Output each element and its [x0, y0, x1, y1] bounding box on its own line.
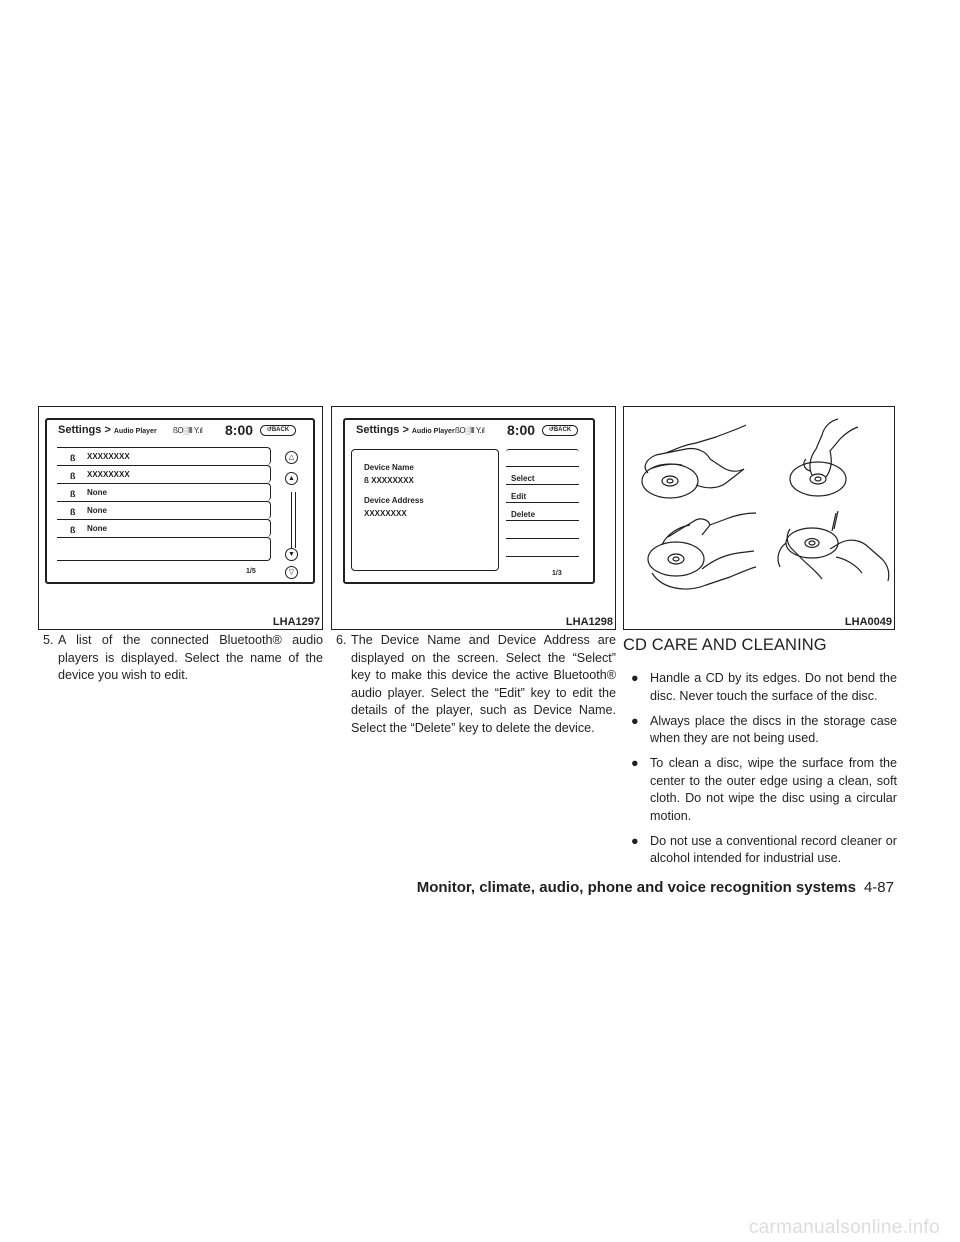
scroll-up-icon: ▲ [285, 472, 298, 485]
list-item-empty [57, 537, 271, 561]
select-button: Select [506, 467, 579, 485]
step-5 [38, 632, 323, 685]
screen-header [47, 420, 313, 442]
hand-center-disc-icon [790, 419, 858, 496]
device-name-value: ß XXXXXXXX [364, 476, 414, 485]
hand-holding-disc-icon [642, 425, 746, 498]
clock: 8:00 [507, 422, 536, 438]
figure-audio-player-list [38, 406, 323, 630]
device-address-label: Device Address [364, 496, 424, 505]
edit-button: Edit [506, 485, 579, 503]
bluetooth-icon: ß [364, 476, 372, 485]
bullet-icon: ● [631, 833, 639, 848]
back-button: ↺BACK [260, 425, 296, 436]
bluetooth-icon: ß [70, 471, 76, 481]
bluetooth-icon: ß [70, 489, 76, 499]
bullet-icon: ● [631, 713, 639, 728]
cd-handling-illustration [626, 409, 894, 613]
screen-breadcrumb: Audio Player [113, 428, 157, 435]
back-button: ↺BACK [542, 425, 578, 436]
cd-care-list [631, 670, 897, 875]
page-indicator: 1/3 [552, 570, 562, 577]
step-5-column [38, 632, 323, 685]
list-item: ß None [57, 519, 271, 537]
status-icons: ßO░lll Y.ıl [455, 426, 485, 435]
step-6 [331, 632, 616, 737]
figure-cd-handling [623, 406, 895, 630]
step-text: A list of the connected Bluetooth® audio players is displayed. Select the name of the device you wish to edit. [58, 633, 323, 682]
figure-device-details [331, 406, 616, 630]
menu-spacer [506, 539, 579, 557]
list-item: ß XXXXXXXX [57, 465, 271, 483]
device-name-label: Device Name [364, 463, 414, 472]
screen-title: Settings > Audio Player [356, 424, 455, 436]
bluetooth-icon: ß [70, 525, 76, 535]
action-menu [506, 449, 579, 557]
wiping-disc-icon [648, 513, 756, 589]
scroll-bottom-icon: ▽ [285, 566, 298, 579]
scroll-top-icon: △ [285, 451, 298, 464]
screen-header [345, 420, 593, 442]
list-item: ● Handle a CD by its edges. Do not bend the disc. Never touch the surface of the disc. [631, 671, 897, 703]
screen-breadcrumb: Audio Player [411, 428, 455, 435]
bluetooth-icon: ß [70, 507, 76, 517]
scrollbar [291, 492, 296, 548]
bluetooth-icon: ß [70, 453, 76, 463]
list-item: ß XXXXXXXX [57, 447, 271, 465]
delete-button: Delete [506, 503, 579, 521]
device-detail-panel [351, 449, 499, 571]
screen-title: Settings > Audio Player [58, 424, 157, 436]
screen-mock [45, 418, 315, 584]
bullet-icon: ● [631, 671, 639, 685]
figure-code: LHA1297 [272, 616, 320, 628]
step-number: 5. [43, 633, 54, 647]
page-number: 4-87 [863, 879, 894, 896]
page-indicator: 1/5 [246, 568, 256, 575]
watermark: carmanualsonline.info [748, 1217, 940, 1238]
clock: 8:00 [225, 422, 254, 438]
section-heading: CD CARE AND CLEANING [623, 636, 827, 654]
footer-section-title: Monitor, climate, audio, phone and voice recognition systems [416, 879, 856, 896]
screen-mock [343, 418, 595, 584]
menu-spacer [506, 449, 579, 467]
status-icons: ßO░lll Y.ıl [173, 426, 203, 435]
list-item: ß None [57, 501, 271, 519]
figure-code: LHA0049 [844, 616, 892, 628]
step-6-column [331, 632, 616, 737]
device-address-value: XXXXXXXX [364, 509, 407, 518]
list-item: ● To clean a disc, wipe the surface from the center to the outer edge using a clean, soft cloth. Do not wipe the disc using a circular motion. [631, 756, 897, 823]
list-item: ● Always place the discs in the storage case when they are not being used. [631, 713, 897, 745]
step-text: The Device Name and Device Address are displayed on the screen. Select the “Select” key to make this device the active Bluetooth® audio player. Select the “Edit” key to edit the details of the player, such as Device Name. Select the “Delete” key to delete the device. [351, 633, 616, 735]
device-list [57, 447, 271, 561]
cleaning-disc-icon [778, 511, 889, 581]
step-number: 6. [336, 633, 347, 647]
figure-code: LHA1298 [565, 616, 613, 628]
menu-spacer [506, 521, 579, 539]
list-item: ß None [57, 483, 271, 501]
scroll-down-icon: ▼ [285, 548, 298, 561]
list-item: ● Do not use a conventional record cleaner or alcohol intended for industrial use. [631, 833, 897, 865]
bullet-icon: ● [631, 756, 639, 770]
page-footer [0, 879, 894, 896]
